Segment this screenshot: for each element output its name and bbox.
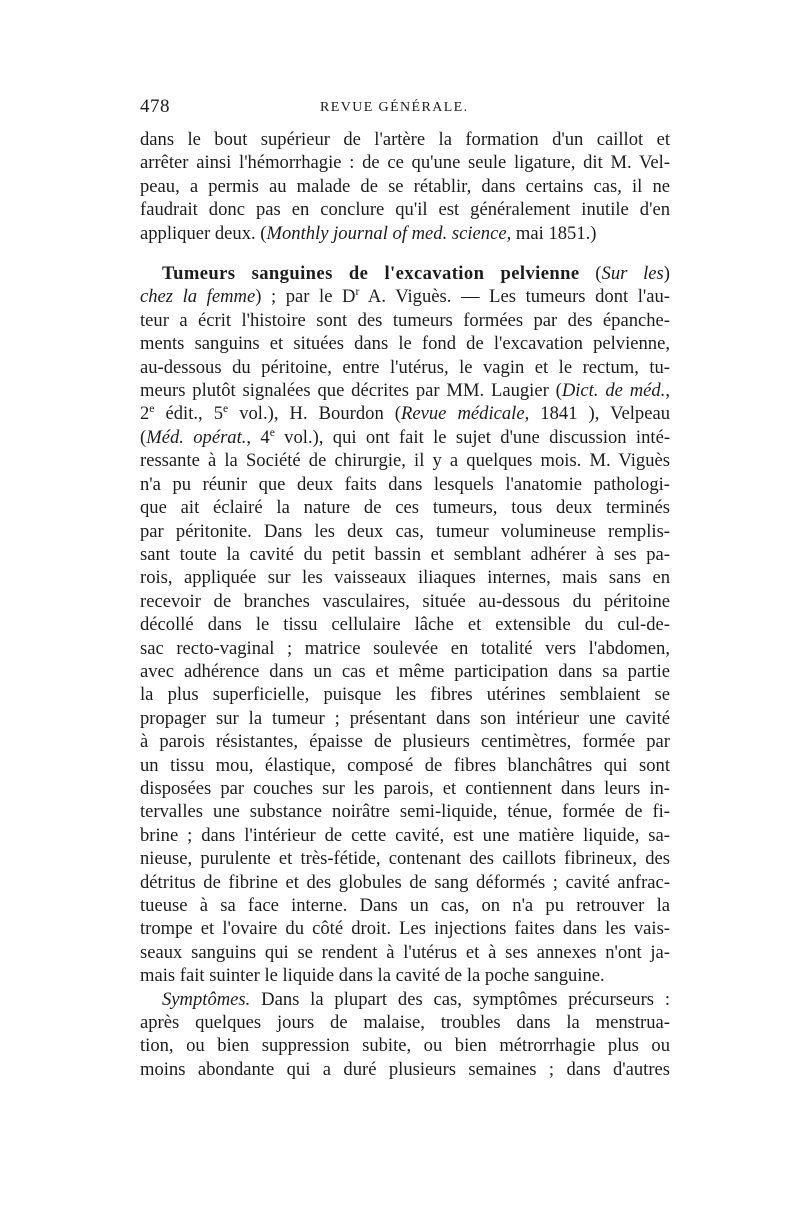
text-line (140, 222, 670, 245)
text-line: dans le bout supérieur de l'artère la formation d'un caillot et (140, 129, 670, 150)
text-line: décollé dans le tissu cellulaire lâche et extensible du cul-de- (140, 614, 670, 636)
text-line: tueuse à sa face interne. Dans un cas, on n'a pu retrouver la (140, 895, 670, 916)
text-segment-italic: Revue médicale (401, 403, 525, 425)
paragraph-pelvic-tumors (140, 262, 670, 988)
text-segment-italic: Méd. opérat. (146, 426, 247, 448)
text-line (140, 379, 670, 402)
text-line: nieuse, purulente et très-fétide, contenant des caillots fibrineux, des (140, 848, 670, 870)
text-segment: vol.), H. Bourdon ( (228, 403, 401, 425)
superscript: e (269, 426, 275, 439)
text-line: disposées par couches sur les parois, et contiennent dans leurs in- (140, 777, 670, 799)
text-line: ressante à la Société de chirurgie, il y a quelques mois. M. Viguès (140, 450, 670, 472)
text-segment: , 4 (246, 426, 270, 448)
text-segment: meurs plutôt signalées que décrites par MM. Laugier ( (140, 380, 562, 402)
text-line: teur a écrit l'histoire sont des tumeurs formées par des épanche- (140, 309, 670, 331)
text-line: détritus de fibrine et des globules de sang déformés ; cavité anfrac- (140, 871, 670, 893)
text-line (140, 988, 670, 1011)
text-segment: , (665, 380, 670, 402)
book-page (140, 96, 670, 1081)
text-line: la plus superficielle, puisque les fibres utérines semblaient se (140, 684, 670, 706)
text-line (140, 426, 670, 449)
text-line: seaux sanguins qui se rendent à l'utérus et à ses annexes n'ont ja- (140, 941, 670, 963)
body-text (140, 128, 670, 1081)
page-number: 478 (140, 96, 170, 117)
text-line: que ait éclairé la nature de ces tumeurs, tous deux terminés (140, 497, 670, 519)
text-segment: édit., 5 (154, 403, 224, 425)
superscript: r (355, 286, 360, 299)
paragraph-artery-ligature (140, 128, 670, 245)
text-segment: Dans la plupart des cas, symptômes précurseurs : (250, 988, 670, 1010)
text-segment: ) (663, 263, 670, 285)
text-segment-italic: Sur les (601, 263, 664, 285)
text-line: rois, appliquée sur les vaisseaux iliaques internes, mais sans en (140, 567, 670, 589)
section-heading: Tumeurs sanguines de l'excavation pelvienne (162, 263, 580, 285)
text-segment: ) ; par le D (255, 286, 356, 308)
text-line: propager sur la tumeur ; présentant dans son intérieur une cavité (140, 707, 670, 729)
text-line: tion, ou bien suppression subite, ou bien métrorrhagie plus ou (140, 1035, 670, 1057)
text-line: un tissu mou, élastique, composé de fibres blanchâtres qui sont (140, 754, 670, 776)
superscript: e (149, 403, 155, 416)
paragraph-gap (140, 245, 670, 262)
page-header (140, 96, 670, 128)
text-line: ments sanguins et situées dans le fond de l'excavation pelvienne, (140, 333, 670, 355)
text-line: au-dessous du péritoine, entre l'utérus, le vagin et le rectum, tu- (140, 356, 670, 378)
text-segment: ( (579, 263, 602, 285)
text-segment-italic: chez la femme (140, 286, 256, 308)
text-line: sant toute la cavité du petit bassin et semblant adhérer à ses pa- (140, 543, 670, 565)
text-line: mais fait suinter le liquide dans la cavité de la poche sanguine. (140, 965, 605, 987)
text-line: avec adhérence dans un cas et même participation dans sa partie (140, 660, 670, 682)
journal-citation: Monthly journal of med. science (266, 222, 507, 244)
text-line (140, 285, 670, 308)
text-line: recevoir de branches vasculaires, située au-dessous du péritoine (140, 590, 670, 612)
text-line: brine ; dans l'intérieur de cette cavité, est une matière liquide, sa- (140, 824, 670, 846)
text-segment: vol.), qui ont fait le sujet d'une discussion inté- (274, 426, 671, 448)
text-segment-italic: Dict. de méd. (561, 380, 666, 402)
text-segment: ( (140, 426, 147, 448)
text-line: après quelques jours de malaise, troubles dans la menstrua- (140, 1012, 670, 1034)
text-line: arrêter ainsi l'hémorrhagie : de ce qu'une seule ligature, dit M. Vel- (140, 152, 670, 174)
text-segment: appliquer deux. ( (140, 222, 267, 244)
paragraph-symptoms (140, 988, 670, 1082)
text-line: n'a pu réunir que deux faits dans lesquels l'anatomie pathologi- (140, 473, 670, 495)
text-line (140, 402, 670, 425)
text-line (140, 262, 670, 285)
superscript: e (223, 403, 229, 416)
text-segment: , mai 1851.) (506, 222, 597, 244)
text-line: moins abondante qui a duré plusieurs semaines ; dans d'autres (140, 1058, 670, 1080)
text-segment: A. Viguès. — Les tumeurs dont l'au- (359, 286, 670, 308)
text-line: à parois résistantes, épaisse de plusieurs centimètres, formée par (140, 731, 670, 753)
text-line: sac recto-vaginal ; matrice soulevée en totalité vers l'abdomen, (140, 637, 670, 659)
text-line: peau, a permis au malade de se rétablir, dans certains cas, il ne (140, 175, 670, 197)
text-segment: , 1841 ), Velpeau (524, 403, 670, 425)
running-title: REVUE GÉNÉRALE. (320, 100, 469, 115)
text-line: tervalles une substance noirâtre semi-liquide, ténue, formée de fi- (140, 801, 670, 823)
text-line: trompe et l'ovaire du côté droit. Les injections faites dans les vais- (140, 918, 670, 940)
text-line: faudrait donc pas en conclure qu'il est généralement inutile d'en (140, 199, 670, 221)
text-line: par péritonite. Dans les deux cas, tumeur volumineuse remplis- (140, 520, 670, 542)
subheading-symptoms: Symptômes. (162, 988, 251, 1010)
text-segment: 2 (140, 403, 150, 425)
